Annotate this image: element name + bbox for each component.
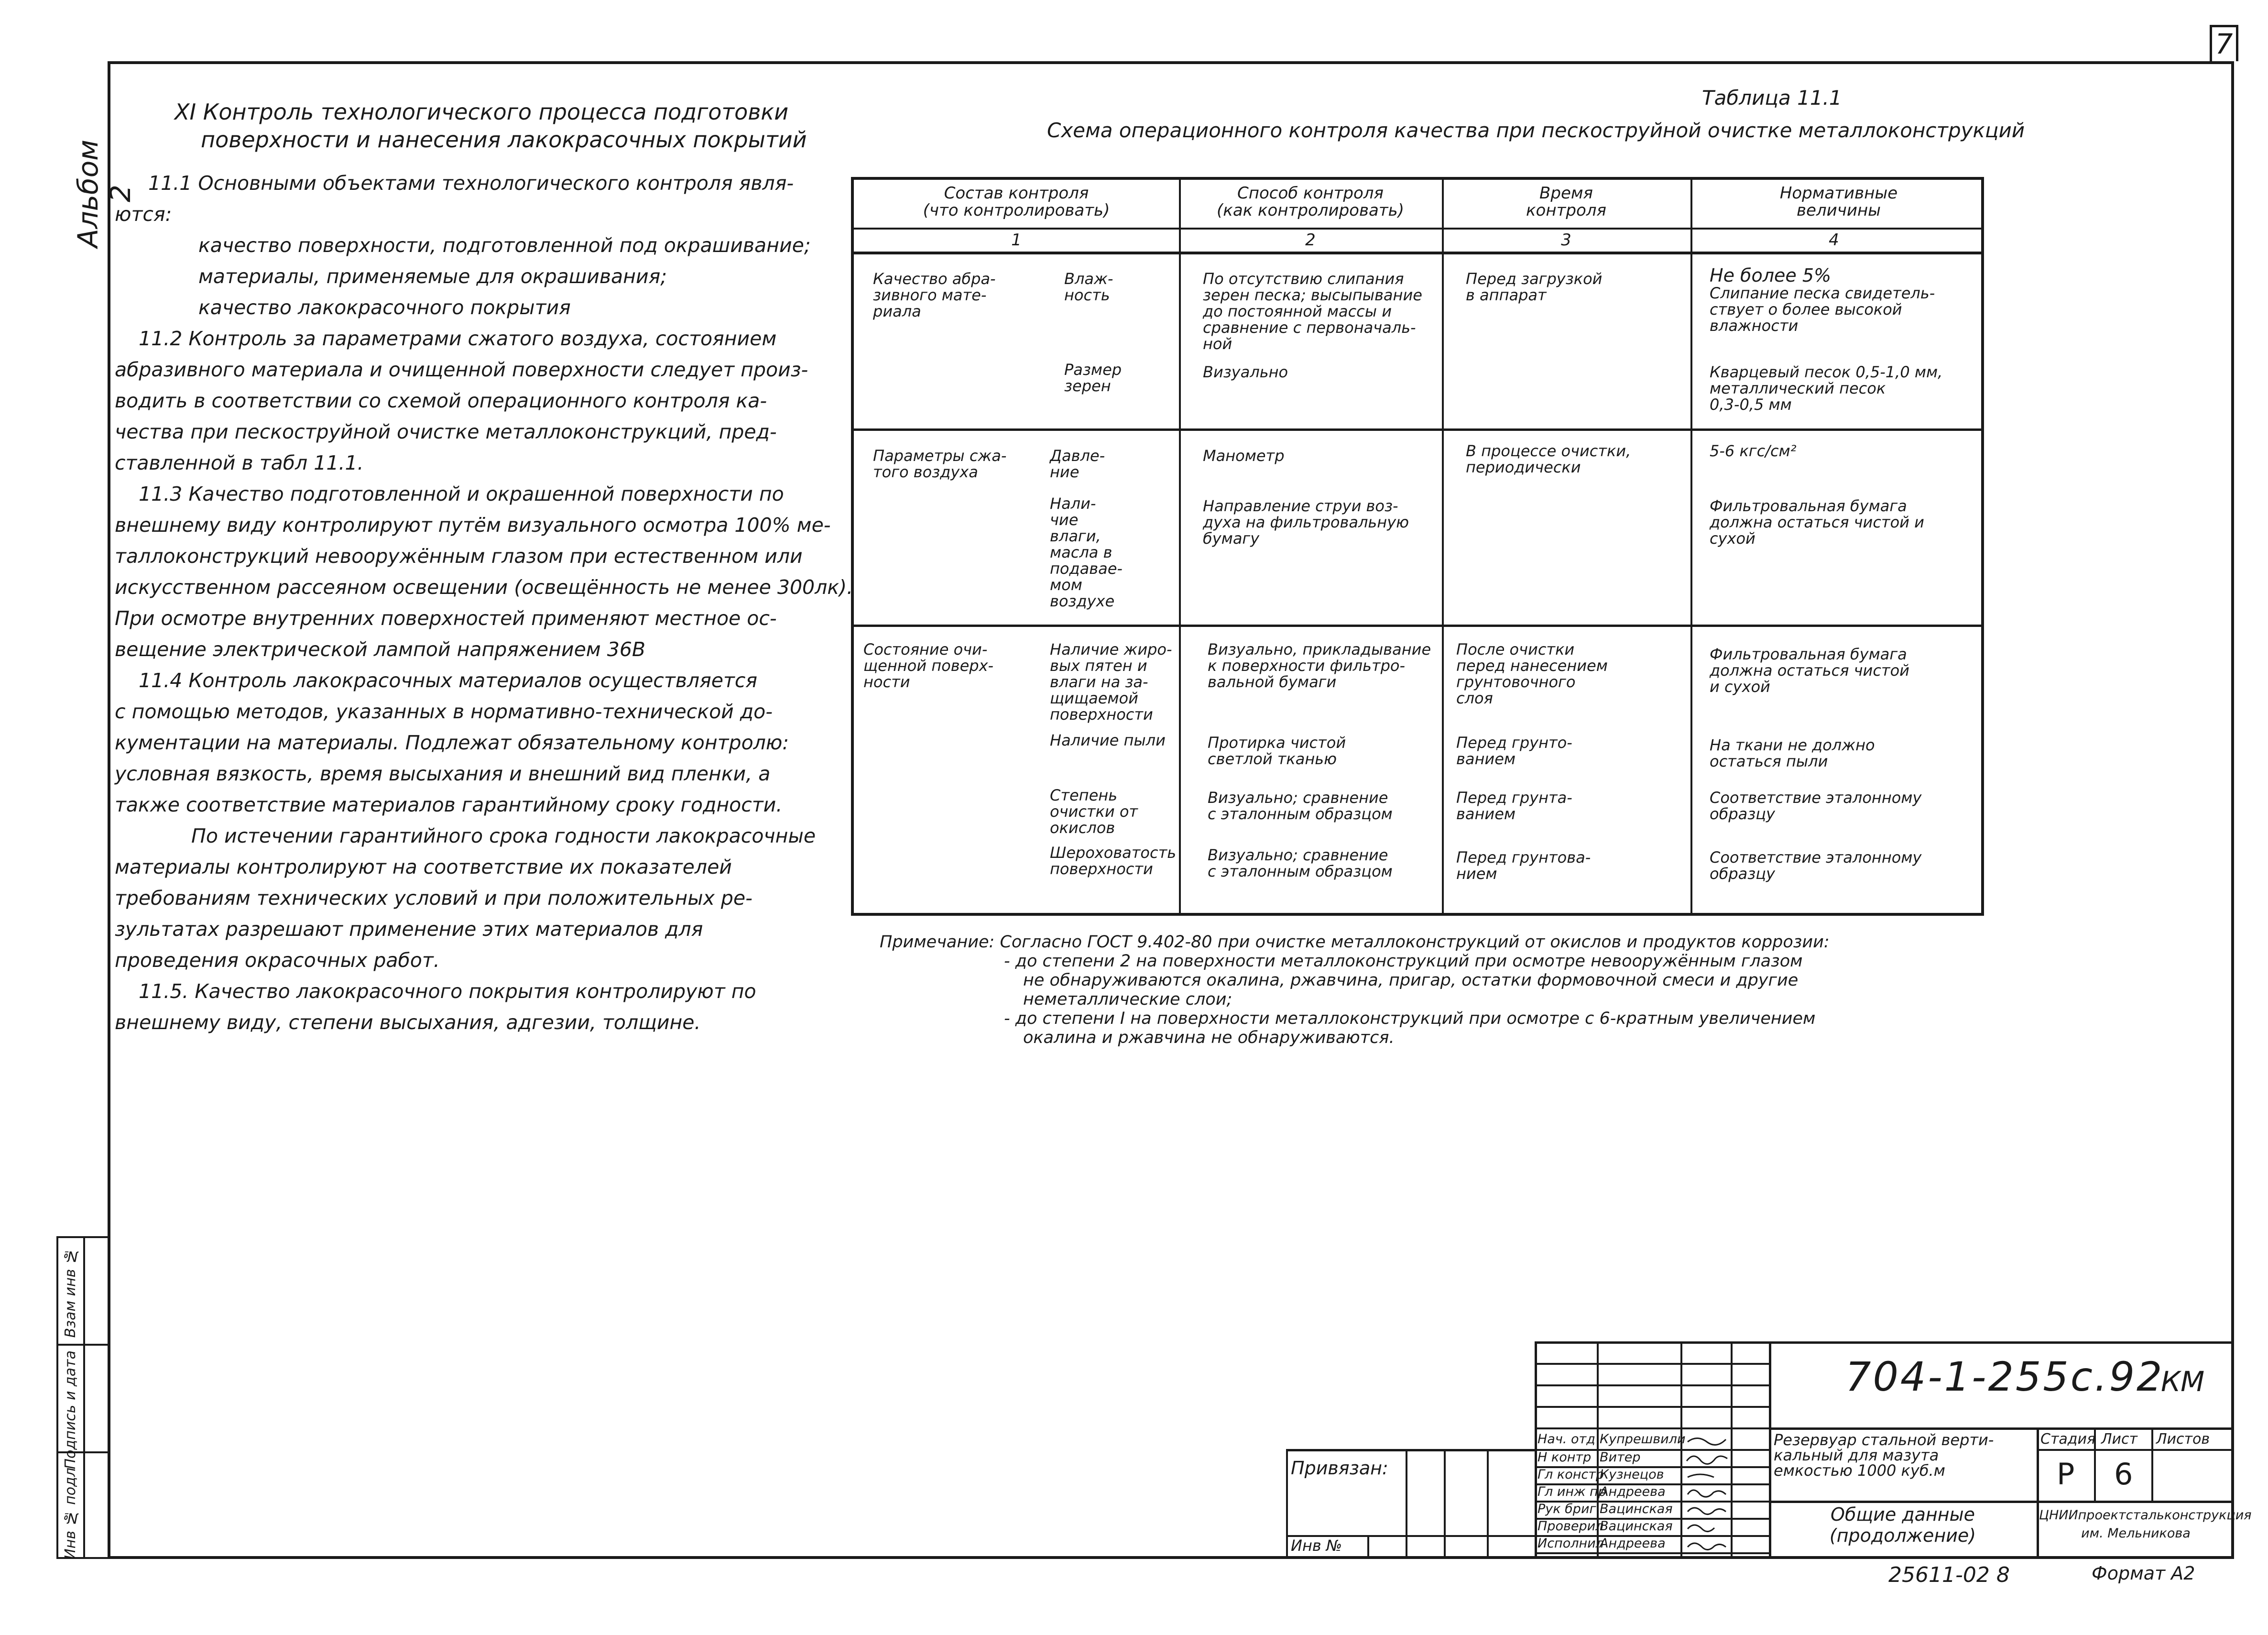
cell-line: влаги,: [1050, 527, 1101, 545]
note-line: окалина и ржавчина не обнаруживаются.: [1023, 1028, 1395, 1047]
cell-line: Влаж-: [1064, 270, 1113, 288]
header-line: Способ контроля: [1237, 184, 1384, 203]
tb-line: [1535, 1427, 1769, 1429]
paragraph-line: с помощью методов, указанных в нормативно-технической до-: [115, 700, 773, 723]
paragraph-line: качество лакокрасочного покрытия: [198, 296, 571, 319]
format-label: Формат А2: [2092, 1563, 2195, 1584]
cell-line: влажности: [1710, 317, 1799, 335]
cell-line: По отсутствию слипания: [1203, 270, 1404, 288]
paragraph-line: искусственном рассеяном освещении (освещённость не менее 300лк).: [115, 576, 853, 599]
cell-line: щенной поверх-: [863, 657, 994, 675]
norm-grain-size: [1710, 364, 1942, 413]
signer-name: Андреева: [1600, 1484, 1666, 1499]
cell-line: Фильтровальная бумага: [1710, 497, 1907, 515]
param-dust: [1050, 732, 1166, 748]
organization-line: им. Мельникова: [2081, 1526, 2191, 1541]
cell-line: Параметры сжа-: [873, 447, 1007, 465]
table-col-divider: [1442, 180, 1444, 913]
cell-line: В процессе очистки,: [1466, 442, 1631, 460]
header-line: Состав контроля: [944, 184, 1089, 203]
cell-line: Направление струи воз-: [1203, 497, 1398, 515]
cell-line: поверхности: [1050, 705, 1153, 724]
cell-line: Визуально; сравнение: [1208, 846, 1388, 864]
cell-line: окислов: [1050, 819, 1115, 837]
header-line: (как контролировать): [1217, 201, 1404, 220]
cell-line: ванием: [1456, 805, 1516, 823]
norm-roughness: [1710, 849, 1921, 882]
note-first-line: [880, 933, 2027, 952]
table-header-2: [1189, 185, 1432, 219]
organization-line: ЦНИИпроектстальконструкция: [2039, 1508, 2252, 1523]
stage-label: Стадия: [2040, 1431, 2096, 1448]
cell-line: Визуально: [1203, 363, 1288, 381]
cell-line: Перед грунто-: [1456, 734, 1572, 752]
cell-line: с эталонным образцом: [1208, 862, 1393, 880]
sheet-number-box: 7: [2210, 25, 2238, 61]
sheet-value: 6: [2114, 1457, 2133, 1492]
paragraph-line: 11.1 Основными объектами технологического контроля явля-: [148, 172, 794, 195]
cell-line: 0,3-0,5 мм: [1710, 395, 1792, 414]
table-row-divider: [854, 228, 1981, 230]
table-col-divider: [1179, 180, 1181, 913]
cell-line: масла в: [1050, 543, 1112, 561]
cell-line: должна остаться чистой: [1710, 661, 1909, 680]
bound-label: Привязан:: [1291, 1458, 1388, 1479]
method-roughness: [1208, 847, 1393, 879]
group-object-surface: [863, 641, 993, 690]
norm-pressure: [1710, 443, 1797, 459]
organization: [2039, 1506, 2252, 1543]
signer-name: Вацинская: [1600, 1502, 1673, 1516]
cell-line: в аппарат: [1466, 286, 1547, 304]
cell-line: вых пятен и: [1050, 657, 1147, 675]
paragraph-line: зультатах разрешают применение этих материалов для: [115, 918, 703, 941]
method-moisture: [1203, 271, 1422, 352]
param-moisture: [1064, 271, 1113, 303]
norm-moisture-oil: [1710, 498, 1924, 547]
param-grease: [1050, 641, 1172, 723]
role-label: Нач. отд: [1537, 1432, 1595, 1447]
margin-label-inventory: Инв № подл: [62, 1468, 79, 1559]
cell-line: духа на фильтровальную: [1203, 513, 1409, 531]
object-title: [1774, 1432, 1994, 1478]
signer-name: Вацинская: [1600, 1519, 1673, 1534]
paragraph-line: внешнему виду контролируют путём визуального осмотра 100% ме-: [115, 514, 831, 537]
cell-line: Наличие жиро-: [1050, 640, 1172, 658]
time-oxides: [1456, 790, 1572, 822]
paragraph-line: кументации на материалы. Подлежат обязательному контролю:: [115, 731, 789, 754]
role-label: Н контр: [1537, 1450, 1592, 1465]
cell-line: периодически: [1466, 458, 1581, 476]
paragraph-line: абразивного материала и очищенной поверхности следует произ-: [115, 358, 808, 381]
cell-line: ности: [863, 673, 910, 691]
tb-line: [1769, 1341, 1771, 1559]
tb-line: [2037, 1449, 2234, 1451]
tb-line: [1286, 1449, 1288, 1559]
cell-line: Манометр: [1203, 447, 1285, 465]
param-oxides: [1050, 787, 1138, 836]
cell-line: очистки от: [1050, 802, 1138, 821]
table-header-3: [1451, 185, 1681, 219]
note-label: Примечание:: [880, 933, 995, 952]
sheet-title-line: Общие данные: [1831, 1504, 1975, 1525]
sheets-label: Листов: [2156, 1431, 2210, 1448]
cell-line: Состояние очи-: [863, 640, 988, 658]
paragraph-line: чества при пескоструйной очистке металлоконструкций, пред-: [115, 420, 777, 443]
tb-line: [2151, 1427, 2153, 1501]
cell-line: того воздуха: [873, 463, 978, 481]
header-line: величины: [1796, 201, 1881, 220]
cell-line: образцу: [1710, 865, 1775, 883]
paragraph-line: ются:: [115, 203, 172, 226]
cell-line: Степень: [1050, 786, 1118, 804]
table-row-divider: [854, 625, 1981, 627]
cell-line: Не более 5%: [1710, 265, 1832, 286]
param-moisture-oil: [1050, 495, 1123, 609]
stage-value: Р: [2057, 1457, 2075, 1492]
cell-line: сухой: [1710, 529, 1756, 548]
cell-line: Нали-: [1050, 494, 1096, 513]
tb-line: [1769, 1501, 2234, 1503]
paragraph-line: таллоконструкций невооружённым глазом при естественном или: [115, 545, 803, 568]
cell-line: зерен песка; высыпывание: [1203, 286, 1422, 304]
param-grain-size: [1064, 362, 1122, 394]
cell-line: вальной бумаги: [1208, 673, 1337, 691]
note-line: неметаллические слои;: [1023, 990, 1232, 1009]
header-line: (что контролировать): [923, 201, 1110, 220]
cell-line: подаваe-: [1050, 560, 1123, 578]
bottom-number: 25611-02 8: [1888, 1563, 2010, 1587]
table-note: [880, 933, 2027, 1047]
role-label: Проверил: [1537, 1519, 1604, 1534]
table-col-divider: [1690, 180, 1692, 913]
param-roughness: [1050, 845, 1176, 877]
paragraph-line: По истечении гарантийного срока годности лакокрасочные: [191, 824, 816, 847]
cell-line: металлический песок: [1710, 379, 1886, 397]
section-title-line-2: поверхности и нанесения лакокрасочных покрытий: [201, 127, 807, 153]
section-title-line-1: XI Контроль технологического процесса подготовки: [174, 99, 789, 125]
paragraph-line: материалы, применяемые для окрашивания;: [198, 265, 667, 288]
method-pressure: [1203, 448, 1285, 464]
cell-line: перед нанесением: [1456, 657, 1608, 675]
album-label: Альбом 2: [72, 140, 137, 248]
cell-line: слоя: [1456, 689, 1493, 707]
cell-line: Слипание песка свидетель-: [1710, 284, 1935, 302]
paragraph-line: 11.3 Качество подготовленной и окрашенной поверхности по: [139, 483, 784, 505]
cell-line: ванием: [1456, 750, 1516, 768]
cell-line: Давле-: [1050, 447, 1105, 465]
cell-line: ние: [1050, 463, 1079, 481]
table-caption: Таблица 11.1: [1702, 86, 1842, 110]
header-line: Время: [1539, 184, 1593, 203]
paragraph-line: условная вязкость, время высыхания и внешний вид пленки, а: [115, 762, 771, 785]
cell-line: 5-6 кгс/см²: [1710, 442, 1797, 460]
time-moisture: [1466, 271, 1602, 303]
role-label: Исполнил: [1537, 1536, 1604, 1551]
table-row-divider: [854, 428, 1981, 431]
cell-line: остаться пыли: [1710, 752, 1828, 770]
cell-line: до постоянной массы и: [1203, 302, 1392, 320]
paragraph-line: внешнему виду, степени высыхания, адгезии, толщине.: [115, 1011, 701, 1034]
cell-line: На ткани не должно: [1710, 736, 1875, 754]
paragraph-line: вещение электрической лампой напряжением 36В: [115, 638, 646, 661]
margin-label-replace: Взам инв №: [62, 1248, 79, 1338]
cell-line: влаги на за-: [1050, 673, 1148, 691]
signer-name: Андреева: [1600, 1536, 1666, 1551]
paragraph-line: 11.4 Контроль лакокрасочных материалов осуществляется: [139, 669, 758, 692]
tb-line: [1406, 1449, 1407, 1559]
cell-line: чие: [1050, 511, 1079, 529]
group-object-air: [873, 448, 1006, 480]
tb-line: [1535, 1384, 1769, 1386]
tb-line: [1535, 1363, 1769, 1365]
cell-line: и сухой: [1710, 678, 1770, 696]
cell-line: к поверхности фильтро-: [1208, 657, 1406, 675]
method-grease: [1208, 641, 1431, 690]
signer-name: Витер: [1600, 1450, 1641, 1465]
time-grease: [1456, 641, 1608, 706]
section-text: [115, 98, 853, 1038]
header-line: Нормативные: [1779, 184, 1898, 203]
cell-line: Шероховатость: [1050, 844, 1177, 862]
margin-label-signature: Подпись и дата: [62, 1350, 79, 1470]
paragraph-line: проведения окрасочных работ.: [115, 949, 440, 972]
role-label: Гл констр: [1537, 1467, 1604, 1482]
document-code: 704-1-255с.92: [1845, 1353, 2164, 1400]
sheet-title-line: (продолжение): [1829, 1525, 1976, 1546]
cell-line: должна остаться чистой и: [1710, 513, 1924, 531]
cell-line: щищаемой: [1050, 689, 1138, 707]
cell-line: ствует о более высокой: [1710, 300, 1902, 318]
method-dust: [1208, 735, 1346, 767]
paragraph-line: 11.5. Качество лакокрасочного покрытия контролируют по: [139, 980, 756, 1003]
cell-line: мом: [1050, 576, 1082, 594]
table-header-4: [1700, 185, 1977, 219]
note-line: - до степени 2 на поверхности металлоконструкций при осмотре невооружённым глазом: [1004, 952, 1803, 971]
cell-line: бумагу: [1203, 529, 1260, 548]
object-title-line: кальный для мазута: [1774, 1446, 1939, 1464]
paragraph-line: ставленной в табл 11.1.: [115, 451, 364, 474]
paragraph-line: 11.2 Контроль за параметрами сжатого воздуха, состоянием: [139, 327, 777, 350]
method-moisture-oil: [1203, 498, 1409, 547]
note-line: - до степени I на поверхности металлоконструкций при осмотре с 6-кратным увеличением: [1004, 1009, 1816, 1028]
table-header-1: [863, 185, 1169, 219]
cell-line: с эталонным образцом: [1208, 805, 1393, 823]
sheet-title: [1783, 1504, 2022, 1546]
group-object-abrasive: [873, 271, 996, 319]
norm-moisture: [1710, 266, 1935, 334]
norm-dust: [1710, 737, 1875, 769]
note-line: Согласно ГОСТ 9.402-80 при очистке металлоконструкций от окислов и продуктов коррозии:: [1000, 933, 1830, 952]
col-number-2: 2: [1305, 230, 1316, 250]
tb-line: [1535, 1341, 2234, 1344]
cell-line: зерен: [1064, 377, 1111, 395]
cell-line: воздухе: [1050, 592, 1115, 610]
cell-line: образцу: [1710, 805, 1775, 823]
cell-line: Наличие пыли: [1050, 731, 1166, 749]
col-number-1: 1: [1011, 230, 1022, 250]
cell-line: Соответствие эталонному: [1710, 789, 1922, 807]
signer-name: Кузнецов: [1600, 1467, 1664, 1482]
method-oxides: [1208, 790, 1393, 822]
cell-line: Визуально, прикладывание: [1208, 640, 1431, 658]
cell-line: ность: [1064, 286, 1110, 304]
cell-line: грунтовочного: [1456, 673, 1576, 691]
header-line: контроля: [1526, 201, 1606, 220]
cell-line: Фильтровальная бумага: [1710, 645, 1907, 663]
cell-line: сравнение с первоначаль-: [1203, 318, 1416, 337]
document-suffix: КМ: [2161, 1365, 2205, 1398]
time-roughness: [1456, 849, 1591, 882]
cell-line: зивного мате-: [873, 286, 987, 304]
method-grain-size: [1203, 364, 1288, 380]
paragraph-line: материалы контролируют на соответствие их показателей: [115, 856, 732, 878]
margin-divider: [83, 1238, 85, 1557]
cell-line: Перед грунтова-: [1456, 848, 1591, 867]
col-number-3: 3: [1561, 230, 1571, 250]
tb-line: [1487, 1449, 1489, 1559]
cell-line: Визуально; сравнение: [1208, 789, 1388, 807]
signature-scribbles: [1683, 1427, 1731, 1559]
table-title: Схема операционного контроля качества при пескоструйной очистке металлоконструкций: [1047, 119, 2025, 142]
paragraph-line: требованиям технических условий и при положительных ре-: [115, 887, 752, 910]
cell-line: Качество абра-: [873, 270, 996, 288]
tb-line: [1367, 1535, 1369, 1559]
paragraph-line: водить в соответствии со схемой операционного контроля ка-: [115, 389, 767, 412]
paragraph-line: качество поверхности, подготовленной под окрашивание;: [198, 234, 811, 257]
cell-line: риала: [873, 302, 921, 320]
time-pressure: [1466, 443, 1631, 475]
cell-line: светлой тканью: [1208, 750, 1337, 768]
object-title-line: Резервуар стальной верти-: [1774, 1431, 1994, 1449]
role-label: Гл инж пр: [1537, 1484, 1606, 1499]
tb-line: [1535, 1552, 1769, 1554]
tb-line: [1286, 1449, 1535, 1451]
paragraph-line: также соответствие материалов гарантийному сроку годности.: [115, 793, 783, 816]
tb-line: [1535, 1406, 1769, 1408]
tb-line: [1444, 1449, 1446, 1559]
note-line: не обнаруживаются окалина, ржавчина, пригар, остатки формовочной смеси и другие: [1023, 971, 1799, 990]
cell-line: поверхности: [1050, 860, 1153, 878]
signer-name: Купрешвили: [1600, 1432, 1686, 1447]
cell-line: нием: [1456, 865, 1497, 883]
role-label: Рук бриг: [1537, 1502, 1596, 1516]
table-row-divider: [854, 252, 1981, 254]
cell-line: После очистки: [1456, 640, 1575, 658]
cell-line: Кварцевый песок 0,5-1,0 мм,: [1710, 363, 1943, 381]
col-number-4: 4: [1829, 230, 1839, 250]
inventory-label: Инв №: [1291, 1536, 1342, 1555]
cell-line: Перед загрузкой: [1466, 270, 1603, 288]
cell-line: Соответствие эталонному: [1710, 848, 1922, 867]
cell-line: Перед грунта-: [1456, 789, 1572, 807]
margin-stamp: [56, 1236, 108, 1559]
norm-oxides: [1710, 790, 1921, 822]
sheet-label: Лист: [2101, 1431, 2138, 1448]
param-pressure: [1050, 448, 1105, 480]
norm-grease: [1710, 646, 1909, 695]
time-dust: [1456, 735, 1572, 767]
cell-line: ной: [1203, 335, 1232, 353]
control-scheme-table: [851, 177, 1984, 916]
cell-line: Размер: [1064, 361, 1122, 379]
cell-line: Протирка чистой: [1208, 734, 1346, 752]
paragraph-line: При осмотре внутренних поверхностей применяют местное ос-: [115, 607, 777, 630]
object-title-line: емкостью 1000 куб.м: [1774, 1461, 1945, 1480]
tb-line: [1769, 1427, 2234, 1430]
